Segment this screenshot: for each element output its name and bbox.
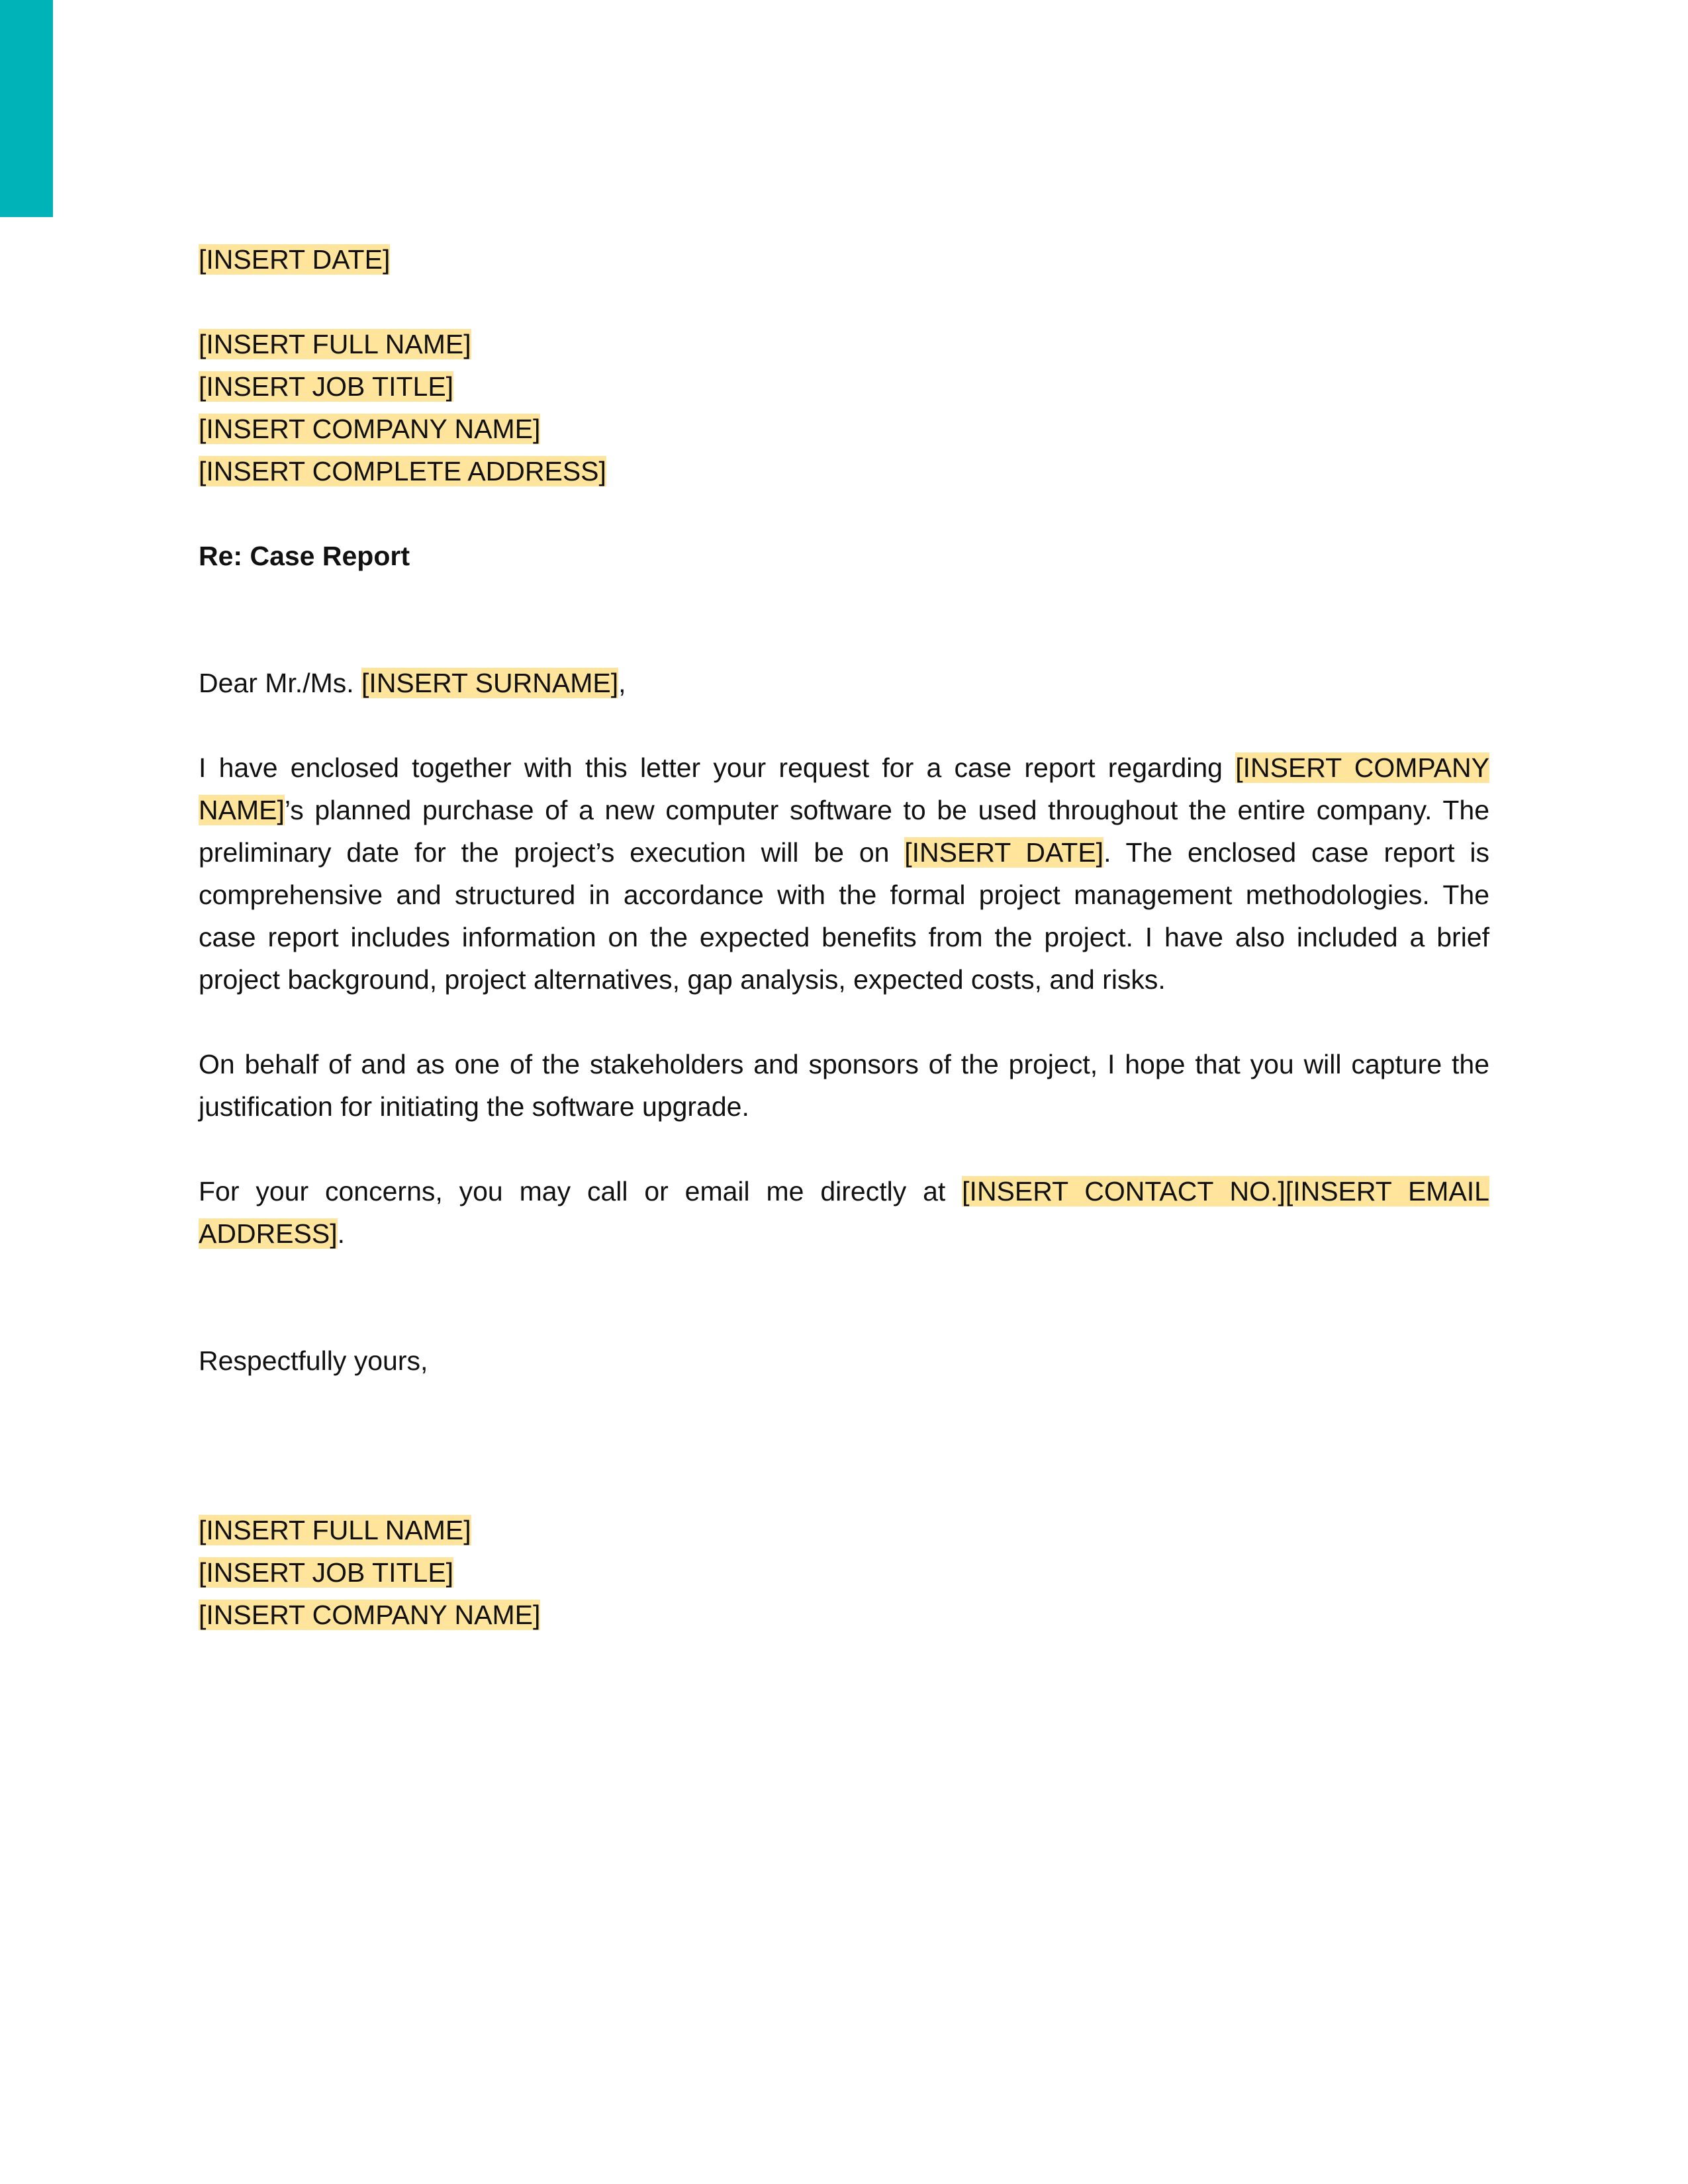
date-line bbox=[199, 238, 1489, 281]
recipient-block bbox=[199, 323, 1489, 492]
recipient-company-line bbox=[199, 408, 1489, 450]
sender-company-line bbox=[199, 1594, 1489, 1636]
body-paragraph-3 bbox=[199, 1170, 1489, 1255]
p1-text-3: . The enclosed case report is comprehensive and structured in accordance with the formal project management methodologies. The case report includes information on the expected benefits from the project. I have also included a brief project background, project alternatives, gap analysis, expected costs, and risks. bbox=[199, 837, 1489, 995]
subject-line: Re: Case Report bbox=[199, 541, 410, 571]
closing: Respectfully yours, bbox=[199, 1345, 428, 1376]
date-placeholder: [INSERT DATE] bbox=[199, 244, 391, 275]
salutation bbox=[199, 662, 1489, 704]
recipient-name-line bbox=[199, 323, 1489, 365]
recipient-name-placeholder: [INSERT FULL NAME] bbox=[199, 329, 471, 359]
p1-text-2: ’s planned purchase of a new computer software to be used throughout the entire company. The preliminary date for the project’s execution will be on bbox=[199, 795, 1489, 868]
surname-placeholder: [INSERT SURNAME] bbox=[361, 668, 619, 698]
sender-name-line bbox=[199, 1509, 1489, 1551]
sender-company-placeholder: [INSERT COMPANY NAME] bbox=[199, 1600, 541, 1630]
recipient-job-title-placeholder: [INSERT JOB TITLE] bbox=[199, 371, 454, 402]
p3-text-1: For your concerns, you may call or email me directly at bbox=[199, 1176, 962, 1206]
p3-text-2: . bbox=[337, 1218, 346, 1249]
recipient-address-line bbox=[199, 450, 1489, 492]
contact-placeholder: [INSERT CONTACT NO.][INSERT EMAIL ADDRESS] bbox=[199, 1176, 1489, 1249]
sender-job-title-placeholder: [INSERT JOB TITLE] bbox=[199, 1557, 454, 1588]
recipient-company-placeholder: [INSERT COMPANY NAME] bbox=[199, 414, 541, 444]
sender-title-line bbox=[199, 1551, 1489, 1594]
recipient-address-placeholder: [INSERT COMPLETE ADDRESS] bbox=[199, 456, 606, 486]
p1-date-placeholder: [INSERT DATE] bbox=[904, 837, 1104, 868]
salutation-suffix: , bbox=[618, 668, 626, 698]
accent-bar bbox=[0, 0, 53, 217]
body-paragraph-2: On behalf of and as one of the stakeholders and sponsors of the project, I hope that you will capture the justification for initiating the software upgrade. bbox=[199, 1049, 1489, 1122]
recipient-title-line bbox=[199, 365, 1489, 408]
sender-block bbox=[199, 1509, 1489, 1636]
letter bbox=[199, 238, 1489, 1636]
salutation-prefix: Dear Mr./Ms. bbox=[199, 668, 362, 698]
sender-name-placeholder: [INSERT FULL NAME] bbox=[199, 1515, 471, 1545]
p1-company-placeholder: [INSERT COMPANY NAME] bbox=[199, 752, 1489, 825]
p1-text-1: I have enclosed together with this letter your request for a case report regarding bbox=[199, 752, 1236, 783]
body-paragraph-1 bbox=[199, 747, 1489, 1001]
